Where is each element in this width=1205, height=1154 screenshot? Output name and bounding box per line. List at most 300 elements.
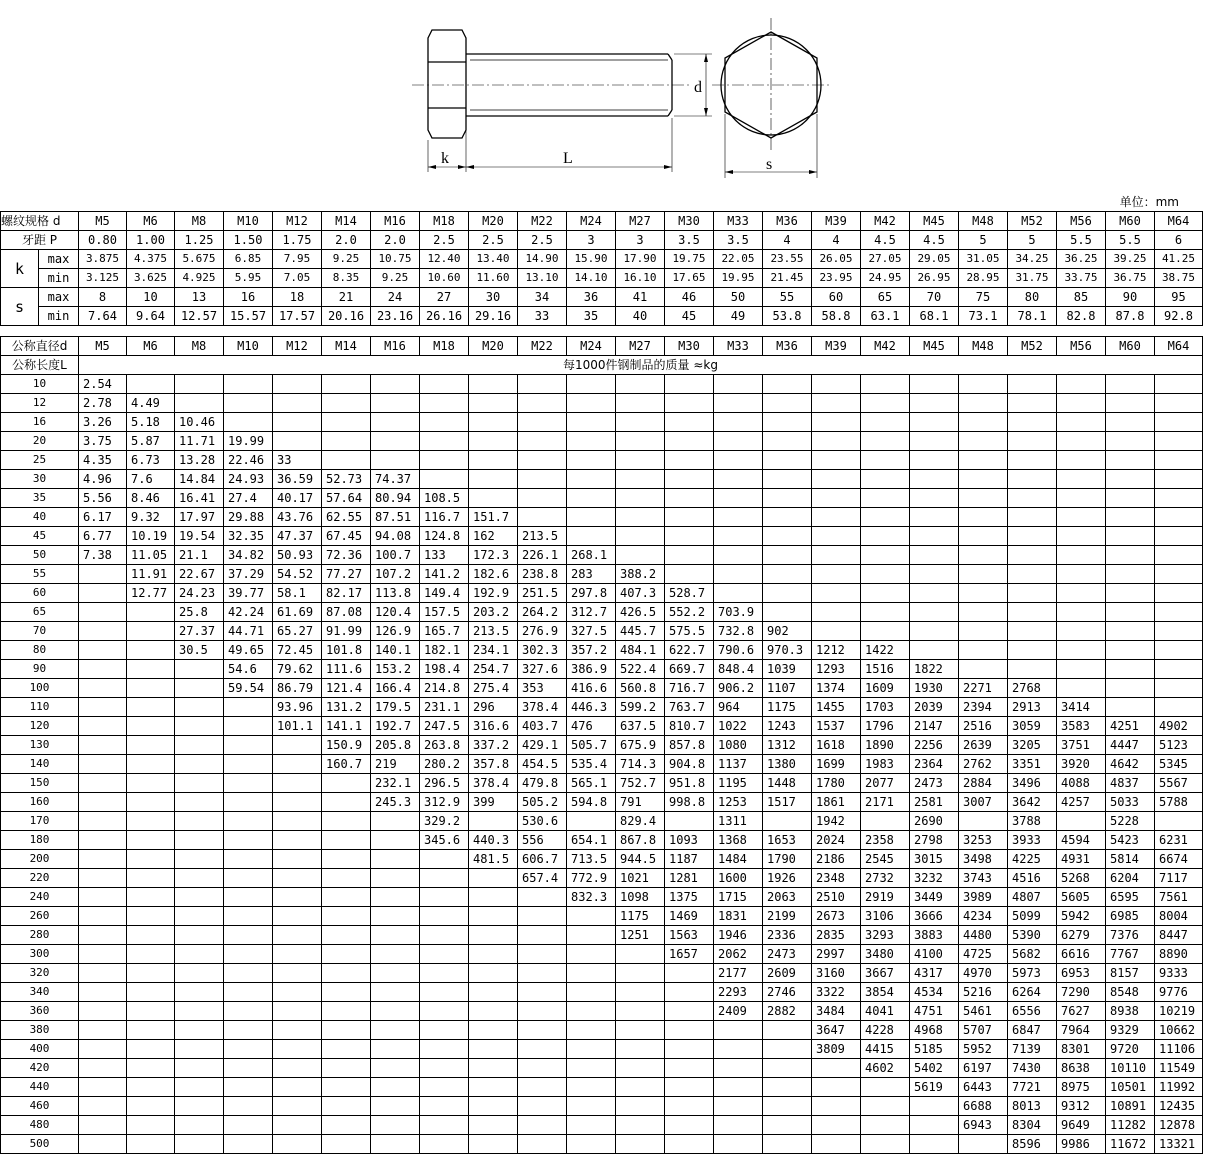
weight-value-cell: 606.7 [518, 850, 567, 869]
weight-value-cell: 7767 [1106, 945, 1155, 964]
weight-row [1, 1078, 1203, 1097]
weight-value-cell: 232.1 [371, 774, 420, 793]
weight-value-cell: 131.2 [322, 698, 371, 717]
weight-value-cell [1106, 394, 1155, 413]
weight-value-cell: 280.2 [420, 755, 469, 774]
weight-value-cell [371, 907, 420, 926]
weight-value-cell: 54.6 [224, 660, 273, 679]
weight-value-cell [79, 926, 127, 945]
weight-value-cell [567, 812, 616, 831]
weight-value-cell: 1374 [812, 679, 861, 698]
weight-row [1, 394, 1203, 413]
weight-length-cell: 45 [1, 527, 79, 546]
weight-value-cell [175, 850, 224, 869]
weight-value-cell: 3232 [910, 869, 959, 888]
spec-s_min-cell: 26.16 [420, 307, 469, 326]
weight-length-cell: 240 [1, 888, 79, 907]
weight-value-cell: 5345 [1155, 755, 1203, 774]
weight-value-cell: 2516 [959, 717, 1008, 736]
spec-pitch-cell: 5.5 [1106, 231, 1155, 250]
dim-L-label: L [563, 150, 573, 167]
weight-value-cell [127, 603, 175, 622]
weight-value-cell [910, 546, 959, 565]
spec-k_min-cell: 17.65 [665, 269, 714, 288]
weight-value-cell: 10110 [1106, 1059, 1155, 1078]
weight-value-cell: 3809 [812, 1040, 861, 1059]
weight-value-cell: 327.6 [518, 660, 567, 679]
weight-value-cell: 1281 [665, 869, 714, 888]
weight-value-cell: 5.87 [127, 432, 175, 451]
weight-value-cell: 3106 [861, 907, 910, 926]
weight-value-cell: 2077 [861, 774, 910, 793]
weight-value-cell: 47.37 [273, 527, 322, 546]
weight-value-cell [127, 622, 175, 641]
weight-value-cell [420, 869, 469, 888]
weight-value-cell: 637.5 [616, 717, 665, 736]
weight-value-cell: 3059 [1008, 717, 1057, 736]
weight-row [1, 888, 1203, 907]
weight-value-cell [665, 508, 714, 527]
weight-length-cell: 65 [1, 603, 79, 622]
weight-value-cell: 3351 [1008, 755, 1057, 774]
spec-row-s_min [1, 307, 1203, 326]
spec-size-cell: M10 [224, 212, 273, 231]
weight-value-cell [1008, 641, 1057, 660]
weight-value-cell: 2039 [910, 698, 959, 717]
weight-value-cell [518, 375, 567, 394]
weight-value-cell [910, 413, 959, 432]
weight-value-cell [371, 831, 420, 850]
weight-value-cell [224, 698, 273, 717]
weight-value-cell: 101.8 [322, 641, 371, 660]
weight-value-cell [665, 451, 714, 470]
weight-value-cell: 5814 [1106, 850, 1155, 869]
weight-value-cell [812, 1059, 861, 1078]
weight-value-cell [273, 1097, 322, 1116]
weight-value-cell [959, 812, 1008, 831]
weight-row [1, 565, 1203, 584]
weight-value-cell [322, 413, 371, 432]
weight-value-cell: 1537 [812, 717, 861, 736]
weight-value-cell: 565.1 [567, 774, 616, 793]
spec-k-label: k [1, 250, 39, 288]
weight-value-cell [371, 451, 420, 470]
weight-value-cell [959, 660, 1008, 679]
weight-value-cell [273, 1116, 322, 1135]
weight-value-cell [567, 1021, 616, 1040]
weight-value-cell [273, 831, 322, 850]
weight-value-cell: 2746 [763, 983, 812, 1002]
weight-value-cell [127, 964, 175, 983]
weight-length-cell: 130 [1, 736, 79, 755]
weight-value-cell: 11.91 [127, 565, 175, 584]
weight-value-cell [714, 1021, 763, 1040]
weight-value-cell: 1380 [763, 755, 812, 774]
weight-value-cell: 10219 [1155, 1002, 1203, 1021]
weight-value-cell: 219 [371, 755, 420, 774]
weight-value-cell: 2882 [763, 1002, 812, 1021]
weight-value-cell: 192.9 [469, 584, 518, 603]
weight-value-cell [127, 717, 175, 736]
weight-size-cell: M48 [959, 337, 1008, 356]
weight-value-cell [861, 432, 910, 451]
spec-s_min-cell: 33 [518, 307, 567, 326]
weight-size-cell: M33 [714, 337, 763, 356]
weight-value-cell [175, 375, 224, 394]
weight-value-cell [322, 1002, 371, 1021]
weight-length-cell: 60 [1, 584, 79, 603]
weight-value-cell [1057, 394, 1106, 413]
weight-value-cell: 575.5 [665, 622, 714, 641]
weight-value-cell: 675.9 [616, 736, 665, 755]
weight-value-cell: 2199 [763, 907, 812, 926]
weight-value-cell [79, 964, 127, 983]
weight-value-cell: 10501 [1106, 1078, 1155, 1097]
spec-k_max-cell: 41.25 [1155, 250, 1203, 269]
weight-value-cell: 5.18 [127, 413, 175, 432]
weight-value-cell: 11106 [1155, 1040, 1203, 1059]
weight-value-cell: 857.8 [665, 736, 714, 755]
weight-value-cell: 2768 [1008, 679, 1057, 698]
weight-table [0, 336, 1203, 1154]
weight-value-cell: 316.6 [469, 717, 518, 736]
spec-size-cell: M14 [322, 212, 371, 231]
weight-value-cell: 87.51 [371, 508, 420, 527]
weight-value-cell: 2639 [959, 736, 1008, 755]
weight-value-cell: 82.17 [322, 584, 371, 603]
weight-row-diameter [1, 337, 1203, 356]
weight-value-cell: 3.26 [79, 413, 127, 432]
spec-s_max-cell: 95 [1155, 288, 1203, 307]
weight-length-cell: 90 [1, 660, 79, 679]
weight-size-cell: M39 [812, 337, 861, 356]
weight-value-cell: 254.7 [469, 660, 518, 679]
weight-value-cell: 5033 [1106, 793, 1155, 812]
weight-value-cell: 964 [714, 698, 763, 717]
spec-k_min-cell: 21.45 [763, 269, 812, 288]
weight-value-cell: 1251 [616, 926, 665, 945]
weight-value-cell: 2762 [959, 755, 1008, 774]
dim-s-label: s [766, 156, 773, 173]
weight-value-cell [1106, 660, 1155, 679]
weight-value-cell [910, 394, 959, 413]
weight-value-cell [567, 1097, 616, 1116]
weight-value-cell [1057, 470, 1106, 489]
weight-value-cell: 49.65 [224, 641, 273, 660]
weight-value-cell: 312.7 [567, 603, 616, 622]
weight-value-cell: 530.6 [518, 812, 567, 831]
weight-value-cell [322, 774, 371, 793]
weight-value-cell: 2394 [959, 698, 1008, 717]
spec-k_max-cell: 27.05 [861, 250, 910, 269]
weight-value-cell: 1926 [763, 869, 812, 888]
weight-value-cell: 58.1 [273, 584, 322, 603]
spec-s_min-cell: 29.16 [469, 307, 518, 326]
weight-value-cell [1155, 470, 1203, 489]
weight-value-cell [224, 1002, 273, 1021]
weight-value-cell [861, 451, 910, 470]
weight-value-cell [567, 1040, 616, 1059]
weight-value-cell [567, 1078, 616, 1097]
weight-length-cell: 50 [1, 546, 79, 565]
weight-value-cell: 153.2 [371, 660, 420, 679]
weight-value-cell: 5567 [1155, 774, 1203, 793]
weight-value-cell [127, 1116, 175, 1135]
weight-value-cell [861, 394, 910, 413]
weight-value-cell: 998.8 [665, 793, 714, 812]
spec-s_max-cell: 90 [1106, 288, 1155, 307]
weight-value-cell [79, 907, 127, 926]
weight-value-cell: 3933 [1008, 831, 1057, 850]
spec-s_max-cell: 75 [959, 288, 1008, 307]
weight-value-cell: 5682 [1008, 945, 1057, 964]
weight-value-cell [959, 432, 1008, 451]
weight-row [1, 451, 1203, 470]
weight-value-cell: 556 [518, 831, 567, 850]
weight-value-cell [469, 1021, 518, 1040]
weight-value-cell: 2913 [1008, 698, 1057, 717]
weight-value-cell: 345.6 [420, 831, 469, 850]
spec-s_min-cell: 23.16 [371, 307, 420, 326]
weight-value-cell [79, 584, 127, 603]
weight-value-cell [127, 869, 175, 888]
weight-value-cell: 11672 [1106, 1135, 1155, 1154]
weight-value-cell [175, 755, 224, 774]
weight-value-cell [322, 907, 371, 926]
weight-value-cell [959, 470, 1008, 489]
weight-value-cell [665, 1040, 714, 1059]
weight-value-cell [273, 888, 322, 907]
weight-size-cell: M18 [420, 337, 469, 356]
weight-value-cell: 3989 [959, 888, 1008, 907]
weight-value-cell: 951.8 [665, 774, 714, 793]
weight-value-cell [175, 717, 224, 736]
weight-value-cell: 21.1 [175, 546, 224, 565]
spec-min-label: min [39, 307, 79, 326]
weight-value-cell [273, 964, 322, 983]
weight-value-cell: 1703 [861, 698, 910, 717]
weight-value-cell [616, 1040, 665, 1059]
weight-value-cell: 1093 [665, 831, 714, 850]
weight-value-cell: 1253 [714, 793, 763, 812]
weight-length-cell: 280 [1, 926, 79, 945]
spec-s_max-cell: 13 [175, 288, 224, 307]
weight-value-cell [861, 1116, 910, 1135]
weight-row [1, 926, 1203, 945]
weight-value-cell [273, 394, 322, 413]
weight-value-cell: 1796 [861, 717, 910, 736]
weight-length-cell: 480 [1, 1116, 79, 1135]
weight-length-cell: 140 [1, 755, 79, 774]
weight-value-cell: 2581 [910, 793, 959, 812]
weight-value-cell: 5.56 [79, 489, 127, 508]
spec-k_max-cell: 22.05 [714, 250, 763, 269]
weight-value-cell [714, 584, 763, 603]
weight-value-cell: 1422 [861, 641, 910, 660]
weight-value-cell [616, 1078, 665, 1097]
spec-k_min-cell: 23.95 [812, 269, 861, 288]
weight-value-cell [567, 508, 616, 527]
spec-s_min-cell: 15.57 [224, 307, 273, 326]
weight-value-cell [763, 812, 812, 831]
spec-k_min-cell: 7.05 [273, 269, 322, 288]
weight-value-cell [1057, 584, 1106, 603]
spec-k_min-cell: 31.75 [1008, 269, 1057, 288]
weight-row [1, 831, 1203, 850]
spec-s_min-cell: 45 [665, 307, 714, 326]
spec-row-size [1, 212, 1203, 231]
weight-value-cell: 4751 [910, 1002, 959, 1021]
weight-value-cell [1155, 698, 1203, 717]
weight-value-cell [763, 1097, 812, 1116]
weight-value-cell [371, 1002, 420, 1021]
weight-value-cell [714, 413, 763, 432]
weight-value-cell: 9312 [1057, 1097, 1106, 1116]
weight-value-cell [79, 1002, 127, 1021]
weight-length-cell: 120 [1, 717, 79, 736]
weight-value-cell: 714.3 [616, 755, 665, 774]
weight-value-cell [224, 945, 273, 964]
weight-value-cell: 2024 [812, 831, 861, 850]
weight-value-cell: 403.7 [518, 717, 567, 736]
weight-value-cell [469, 1116, 518, 1135]
weight-value-cell: 8638 [1057, 1059, 1106, 1078]
weight-value-cell [420, 1116, 469, 1135]
weight-value-cell [567, 983, 616, 1002]
weight-size-cell: M22 [518, 337, 567, 356]
weight-value-cell [714, 1097, 763, 1116]
spec-s_min-cell: 12.57 [175, 307, 224, 326]
weight-value-cell: 29.88 [224, 508, 273, 527]
weight-diameter-label: 公称直径d [1, 337, 79, 356]
weight-value-cell: 3484 [812, 1002, 861, 1021]
spec-k_min-cell: 24.95 [861, 269, 910, 288]
weight-value-cell: 2673 [812, 907, 861, 926]
weight-value-cell [175, 679, 224, 698]
weight-value-cell [273, 869, 322, 888]
spec-k_min-cell: 9.25 [371, 269, 420, 288]
weight-value-cell: 77.27 [322, 565, 371, 584]
weight-value-cell: 100.7 [371, 546, 420, 565]
spec-row-s_max [1, 288, 1203, 307]
weight-value-cell [763, 527, 812, 546]
weight-value-cell [518, 413, 567, 432]
weight-value-cell: 2062 [714, 945, 763, 964]
spec-k_max-cell: 23.55 [763, 250, 812, 269]
spec-pitch-cell: 4.5 [910, 231, 959, 250]
weight-value-cell: 276.9 [518, 622, 567, 641]
weight-value-cell [127, 831, 175, 850]
weight-value-cell [959, 546, 1008, 565]
weight-value-cell [616, 1059, 665, 1078]
weight-value-cell [1057, 432, 1106, 451]
weight-value-cell: 36.59 [273, 470, 322, 489]
weight-value-cell: 904.8 [665, 755, 714, 774]
weight-value-cell: 5942 [1057, 907, 1106, 926]
weight-value-cell [812, 546, 861, 565]
weight-value-cell [322, 394, 371, 413]
weight-row [1, 736, 1203, 755]
weight-value-cell: 6616 [1057, 945, 1106, 964]
weight-value-cell [79, 888, 127, 907]
weight-value-cell [1008, 565, 1057, 584]
weight-value-cell [812, 432, 861, 451]
weight-length-cell: 150 [1, 774, 79, 793]
weight-value-cell: 906.2 [714, 679, 763, 698]
weight-value-cell [861, 470, 910, 489]
weight-value-cell [322, 451, 371, 470]
weight-value-cell: 19.99 [224, 432, 273, 451]
weight-size-cell: M8 [175, 337, 224, 356]
spec-s_min-cell: 87.8 [1106, 307, 1155, 326]
weight-value-cell: 378.4 [469, 774, 518, 793]
weight-row [1, 660, 1203, 679]
weight-length-cell: 300 [1, 945, 79, 964]
weight-value-cell [322, 432, 371, 451]
weight-value-cell [127, 793, 175, 812]
weight-value-cell [714, 432, 763, 451]
weight-value-cell [812, 622, 861, 641]
weight-value-cell [469, 394, 518, 413]
weight-value-cell: 832.3 [567, 888, 616, 907]
spec-s_min-cell: 82.8 [1057, 307, 1106, 326]
weight-value-cell [518, 1040, 567, 1059]
spec-k_min-cell: 14.10 [567, 269, 616, 288]
weight-value-cell [714, 394, 763, 413]
weight-value-cell [273, 907, 322, 926]
weight-value-cell [1008, 660, 1057, 679]
weight-value-cell: 42.24 [224, 603, 273, 622]
weight-value-cell: 65.27 [273, 622, 322, 641]
weight-value-cell [812, 375, 861, 394]
weight-value-cell [273, 983, 322, 1002]
weight-value-cell: 4931 [1057, 850, 1106, 869]
weight-value-cell: 454.5 [518, 755, 567, 774]
weight-value-cell: 11.71 [175, 432, 224, 451]
weight-value-cell: 2256 [910, 736, 959, 755]
weight-value-cell [371, 850, 420, 869]
spec-k_max-cell: 31.05 [959, 250, 1008, 269]
weight-length-cell: 40 [1, 508, 79, 527]
weight-row [1, 1002, 1203, 1021]
weight-value-cell: 1311 [714, 812, 763, 831]
weight-value-cell: 59.54 [224, 679, 273, 698]
weight-value-cell [322, 831, 371, 850]
weight-value-cell: 4415 [861, 1040, 910, 1059]
weight-value-cell [224, 793, 273, 812]
spec-k_min-cell: 10.60 [420, 269, 469, 288]
weight-value-cell: 505.7 [567, 736, 616, 755]
weight-value-cell [224, 774, 273, 793]
weight-value-cell [763, 394, 812, 413]
weight-value-cell [1057, 413, 1106, 432]
weight-value-cell [79, 622, 127, 641]
weight-value-cell [469, 869, 518, 888]
weight-value-cell [518, 1116, 567, 1135]
weight-value-cell [469, 1059, 518, 1078]
spec-size-cell: M36 [763, 212, 812, 231]
spec-k_min-cell: 5.95 [224, 269, 273, 288]
weight-value-cell [224, 755, 273, 774]
weight-value-cell [420, 1078, 469, 1097]
weight-value-cell: 2510 [812, 888, 861, 907]
weight-value-cell [714, 565, 763, 584]
weight-value-cell: 157.5 [420, 603, 469, 622]
weight-value-cell: 4100 [910, 945, 959, 964]
weight-size-cell: M12 [273, 337, 322, 356]
weight-value-cell [79, 850, 127, 869]
weight-value-cell: 44.71 [224, 622, 273, 641]
